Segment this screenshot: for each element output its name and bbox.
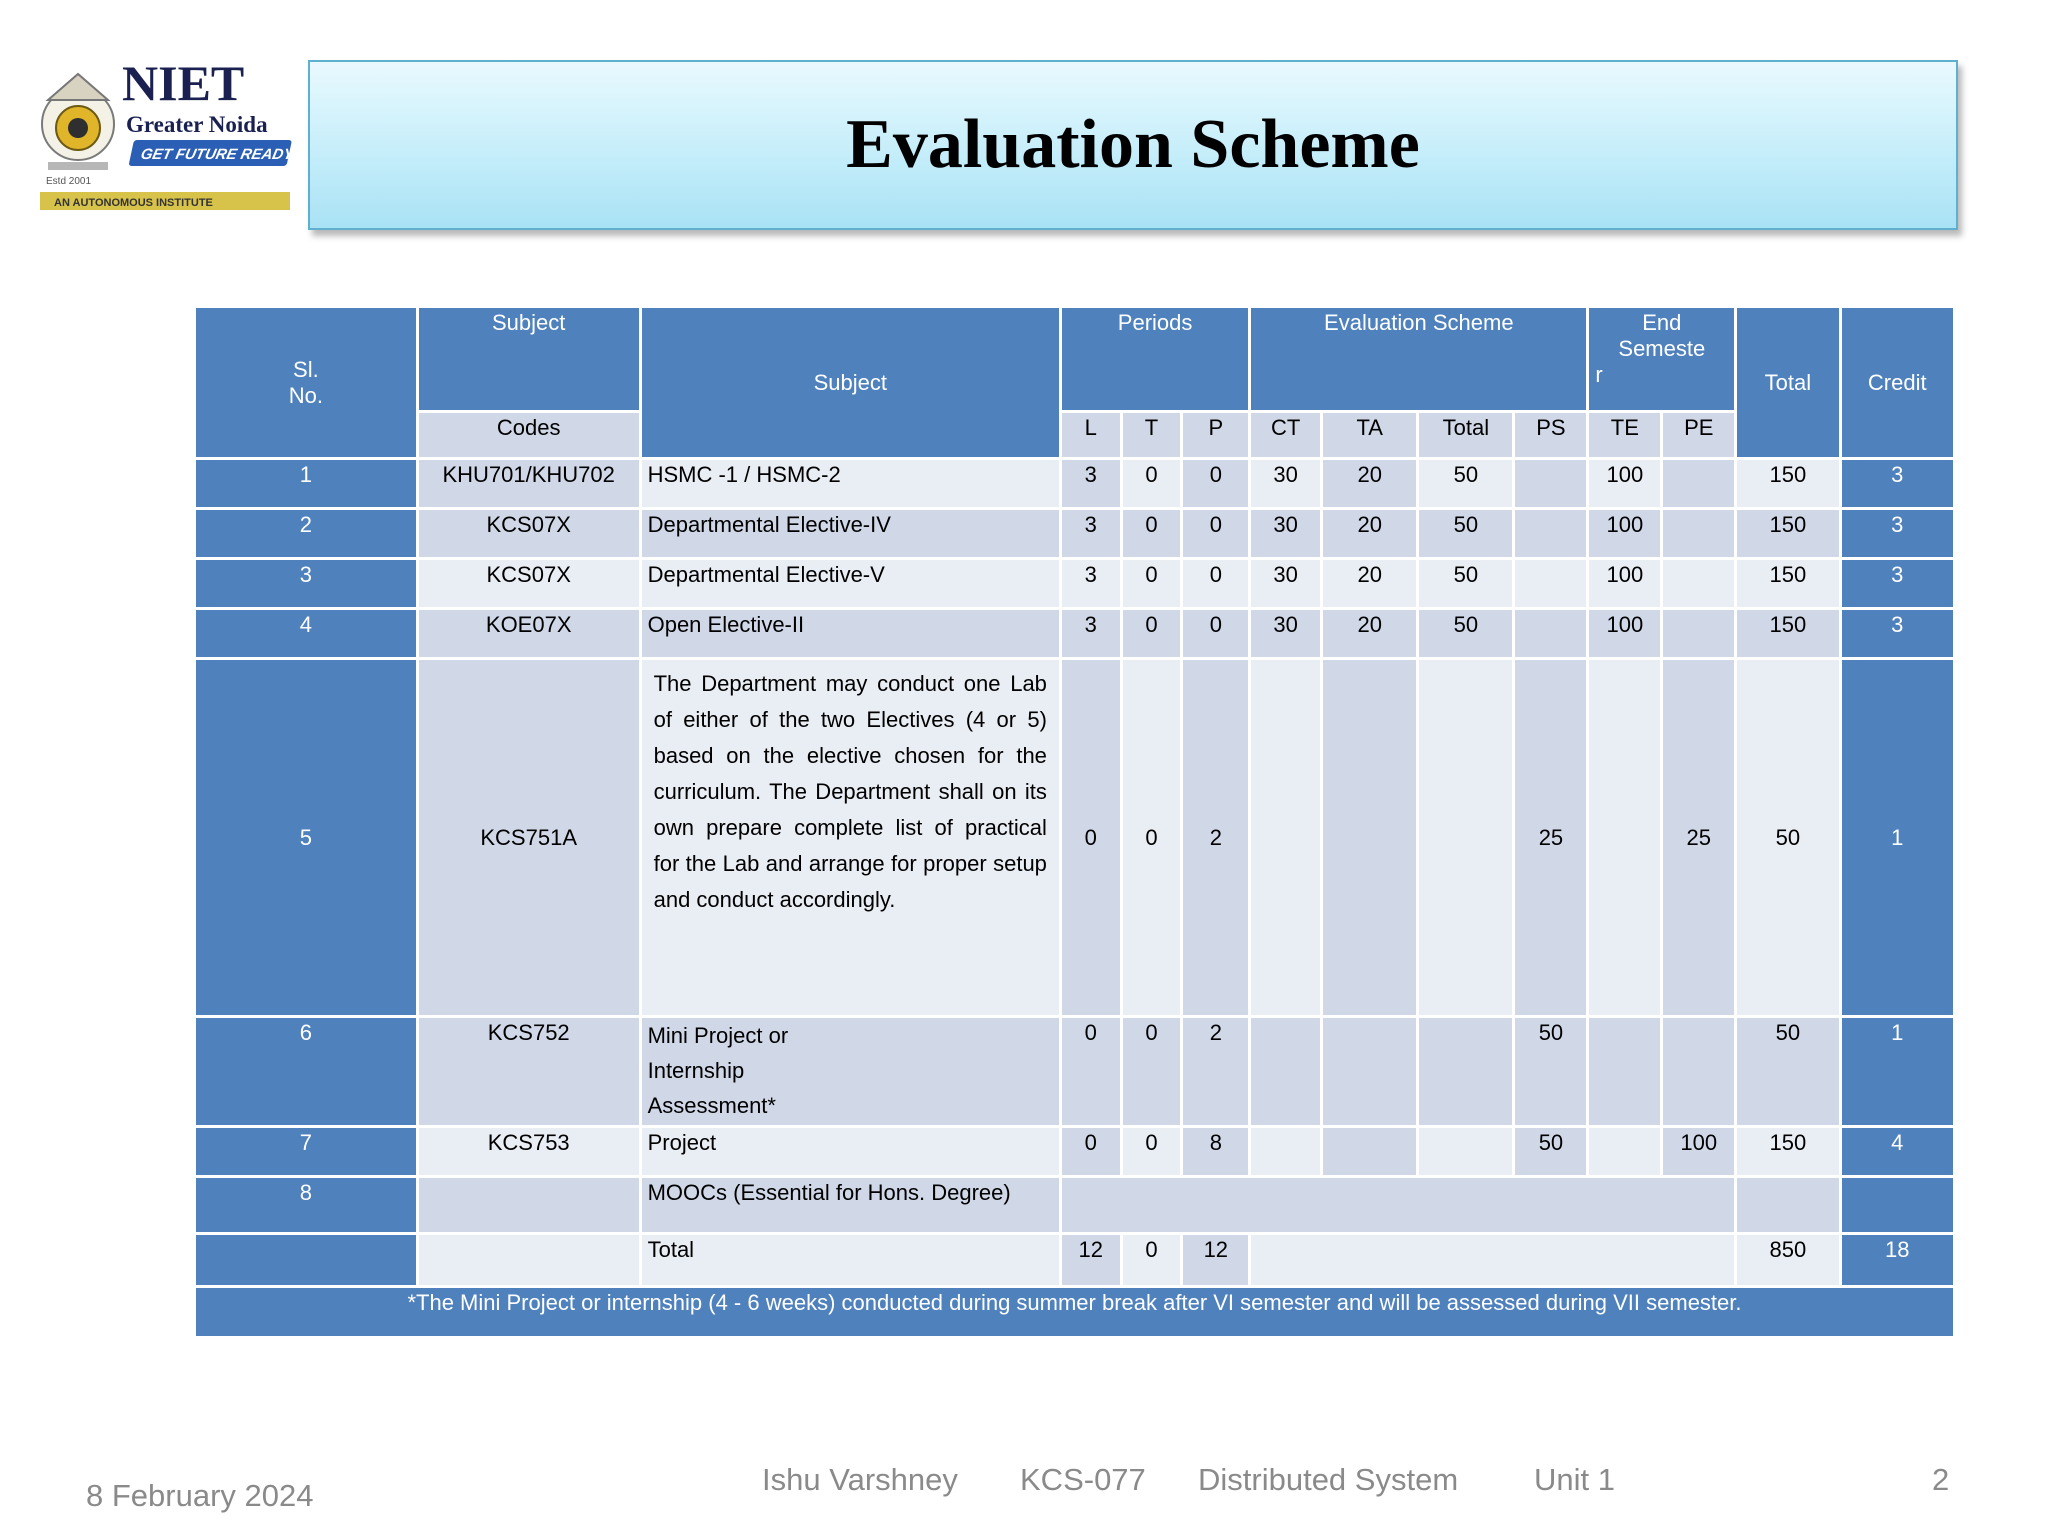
row-TE: 100	[1589, 510, 1660, 557]
row-code	[419, 1235, 639, 1285]
row-sl: 2	[196, 510, 416, 557]
row-empty-span	[1251, 1235, 1734, 1285]
row-code: KCS07X	[419, 560, 639, 607]
header-end-semester: End Semeste r	[1589, 308, 1734, 410]
footnote-text: *The Mini Project or internship (4 - 6 weeks) conducted during summer break after VI semester and will be assessed during VII semester.	[196, 1288, 1953, 1336]
row-credit: 1	[1842, 1018, 1954, 1125]
row-L: 3	[1062, 560, 1120, 607]
row-PS: 50	[1515, 1128, 1586, 1175]
row-P: 0	[1183, 460, 1248, 507]
row-CT: 30	[1251, 460, 1320, 507]
footer-author: Ishu Varshney	[762, 1462, 958, 1497]
row-subject: Departmental Elective-V	[642, 560, 1059, 607]
footer-date: 8 February 2024	[86, 1478, 314, 1513]
row-PS	[1515, 560, 1586, 607]
row-PE: 100	[1663, 1128, 1734, 1175]
row-TE: 100	[1589, 610, 1660, 657]
row-subject: HSMC -1 / HSMC-2	[642, 460, 1059, 507]
row-PE	[1663, 560, 1734, 607]
row-P: 8	[1183, 1128, 1248, 1175]
row-credit: 18	[1842, 1235, 1954, 1285]
subheader-PS: PS	[1515, 413, 1586, 457]
row-total-eval	[1419, 1128, 1512, 1175]
row-code: KCS07X	[419, 510, 639, 557]
header-credit: Credit	[1842, 308, 1954, 457]
row-PE	[1663, 460, 1734, 507]
row-total: 150	[1737, 510, 1838, 557]
row-total: 150	[1737, 610, 1838, 657]
row-PS	[1515, 460, 1586, 507]
row-sl: 3	[196, 560, 416, 607]
row-subject: The Department may conduct one Lab of either of the two Electives (4 or 5) based on the elective chosen for the curriculum. The Department shall on its own prepare complete list of practical for the Lab and arrange for proper setup and conduct accordingly.	[642, 660, 1059, 1015]
row-CT	[1251, 1128, 1320, 1175]
row-total-eval: 50	[1419, 560, 1512, 607]
title-banner	[308, 60, 1958, 230]
row-T: 0	[1123, 610, 1181, 657]
row-total-eval: 50	[1419, 610, 1512, 657]
row-code: KHU701/KHU702	[419, 460, 639, 507]
row-P: 0	[1183, 610, 1248, 657]
row-T: 0	[1123, 1235, 1181, 1285]
svg-text:Estd 2001: Estd 2001	[46, 176, 92, 187]
row-code: KOE07X	[419, 610, 639, 657]
row-L: 0	[1062, 1018, 1120, 1125]
row-total: 150	[1737, 1128, 1838, 1175]
header-periods: Periods	[1062, 308, 1248, 410]
row-total: 50	[1737, 660, 1838, 1015]
row-TE	[1589, 660, 1660, 1015]
row-sl: 4	[196, 610, 416, 657]
table-row	[196, 1178, 1953, 1232]
row-sl: 6	[196, 1018, 416, 1125]
row-credit	[1842, 1178, 1954, 1232]
row-empty-span	[1062, 1178, 1734, 1232]
row-P: 2	[1183, 1018, 1248, 1125]
row-PS: 25	[1515, 660, 1586, 1015]
row-L: 0	[1062, 660, 1120, 1015]
svg-text:AN AUTONOMOUS INSTITUTE: AN AUTONOMOUS INSTITUTE	[54, 197, 213, 209]
row-total: 150	[1737, 460, 1838, 507]
row-CT: 30	[1251, 610, 1320, 657]
row-TA	[1323, 1128, 1416, 1175]
row-TE: 100	[1589, 460, 1660, 507]
row-sl: 8	[196, 1178, 416, 1232]
row-subject: Departmental Elective-IV	[642, 510, 1059, 557]
subheader-TE: TE	[1589, 413, 1660, 457]
row-credit: 3	[1842, 560, 1954, 607]
row-T: 0	[1123, 1128, 1181, 1175]
row-CT: 30	[1251, 510, 1320, 557]
header-codes: Codes	[419, 413, 639, 457]
row-TA: 20	[1323, 560, 1416, 607]
row-PE	[1663, 610, 1734, 657]
row-code	[419, 1178, 639, 1232]
row-TA: 20	[1323, 610, 1416, 657]
svg-text:NIET: NIET	[122, 56, 245, 111]
row-TE	[1589, 1018, 1660, 1125]
row-credit: 1	[1842, 660, 1954, 1015]
table-row	[196, 460, 1953, 507]
row-total	[1737, 1178, 1838, 1232]
row-sl	[196, 1235, 416, 1285]
row-P: 2	[1183, 660, 1248, 1015]
footnote-row	[196, 1288, 1953, 1336]
row-L: 3	[1062, 510, 1120, 557]
row-L: 0	[1062, 1128, 1120, 1175]
subheader-P: P	[1183, 413, 1248, 457]
header-total: Total	[1737, 308, 1838, 457]
row-credit: 4	[1842, 1128, 1954, 1175]
row-total-eval	[1419, 1018, 1512, 1125]
svg-text:Greater Noida: Greater Noida	[126, 112, 268, 137]
row-L: 3	[1062, 610, 1120, 657]
row-code: KCS753	[419, 1128, 639, 1175]
row-credit: 3	[1842, 610, 1954, 657]
table-row-total	[196, 1235, 1953, 1285]
header-sl-no: Sl. No.	[196, 308, 416, 457]
table-row	[196, 610, 1953, 657]
subheader-L: L	[1062, 413, 1120, 457]
row-T: 0	[1123, 660, 1181, 1015]
subheader-PE: PE	[1663, 413, 1734, 457]
row-PS	[1515, 510, 1586, 557]
row-sl: 7	[196, 1128, 416, 1175]
row-TE	[1589, 1128, 1660, 1175]
footer-course-name: Distributed System	[1198, 1462, 1459, 1497]
header-subject-codes: Subject	[419, 308, 639, 410]
row-L: 12	[1062, 1235, 1120, 1285]
row-T: 0	[1123, 510, 1181, 557]
slide-title: Evaluation Scheme	[846, 106, 1420, 183]
table-row	[196, 1018, 1953, 1125]
row-PE	[1663, 510, 1734, 557]
row-PS	[1515, 610, 1586, 657]
row-subject: Open Elective-II	[642, 610, 1059, 657]
row-total: 850	[1737, 1235, 1838, 1285]
row-CT	[1251, 1018, 1320, 1125]
row-TA: 20	[1323, 460, 1416, 507]
row-L: 3	[1062, 460, 1120, 507]
svg-text:GET FUTURE READY: GET FUTURE READY	[139, 146, 296, 163]
table-row	[196, 660, 1953, 1015]
header-subject: Subject	[642, 308, 1059, 457]
row-TA: 20	[1323, 510, 1416, 557]
row-credit: 3	[1842, 510, 1954, 557]
table-row	[196, 560, 1953, 607]
footer-page-number: 2	[1932, 1462, 1950, 1497]
header-row	[196, 308, 1953, 410]
row-code: KCS751A	[419, 660, 639, 1015]
row-PE: 25	[1663, 660, 1734, 1015]
row-sl: 1	[196, 460, 416, 507]
header-evaluation-scheme: Evaluation Scheme	[1251, 308, 1586, 410]
row-P: 0	[1183, 560, 1248, 607]
row-T: 0	[1123, 1018, 1181, 1125]
row-total: 150	[1737, 560, 1838, 607]
row-subject: MOOCs (Essential for Hons. Degree)	[642, 1178, 1059, 1232]
row-total-eval: 50	[1419, 460, 1512, 507]
row-TE: 100	[1589, 560, 1660, 607]
row-TA	[1323, 1018, 1416, 1125]
row-T: 0	[1123, 560, 1181, 607]
row-total-eval: 50	[1419, 510, 1512, 557]
row-total: 50	[1737, 1018, 1838, 1125]
row-subject: Total	[642, 1235, 1059, 1285]
row-PS: 50	[1515, 1018, 1586, 1125]
row-subject: Project	[642, 1128, 1059, 1175]
emblem-icon	[42, 74, 114, 170]
row-TA	[1323, 660, 1416, 1015]
evaluation-scheme-table	[193, 305, 1956, 1339]
table-row	[196, 510, 1953, 557]
row-credit: 3	[1842, 460, 1954, 507]
institute-logo	[34, 56, 296, 216]
subheader-CT: CT	[1251, 413, 1320, 457]
row-CT	[1251, 660, 1320, 1015]
subheader-total: Total	[1419, 413, 1512, 457]
row-subject: Mini Project or Internship Assessment*	[642, 1018, 1059, 1125]
subheader-T: T	[1123, 413, 1181, 457]
table-row	[196, 1128, 1953, 1175]
row-sl: 5	[196, 660, 416, 1015]
row-total-eval	[1419, 660, 1512, 1015]
footer-unit: Unit 1	[1534, 1462, 1615, 1497]
row-T: 0	[1123, 460, 1181, 507]
subheader-row	[196, 413, 1953, 457]
footer-course-code: KCS-077	[1020, 1462, 1146, 1497]
subheader-TA: TA	[1323, 413, 1416, 457]
row-code: KCS752	[419, 1018, 639, 1125]
row-P: 12	[1183, 1235, 1248, 1285]
row-PE	[1663, 1018, 1734, 1125]
row-P: 0	[1183, 510, 1248, 557]
row-CT: 30	[1251, 560, 1320, 607]
